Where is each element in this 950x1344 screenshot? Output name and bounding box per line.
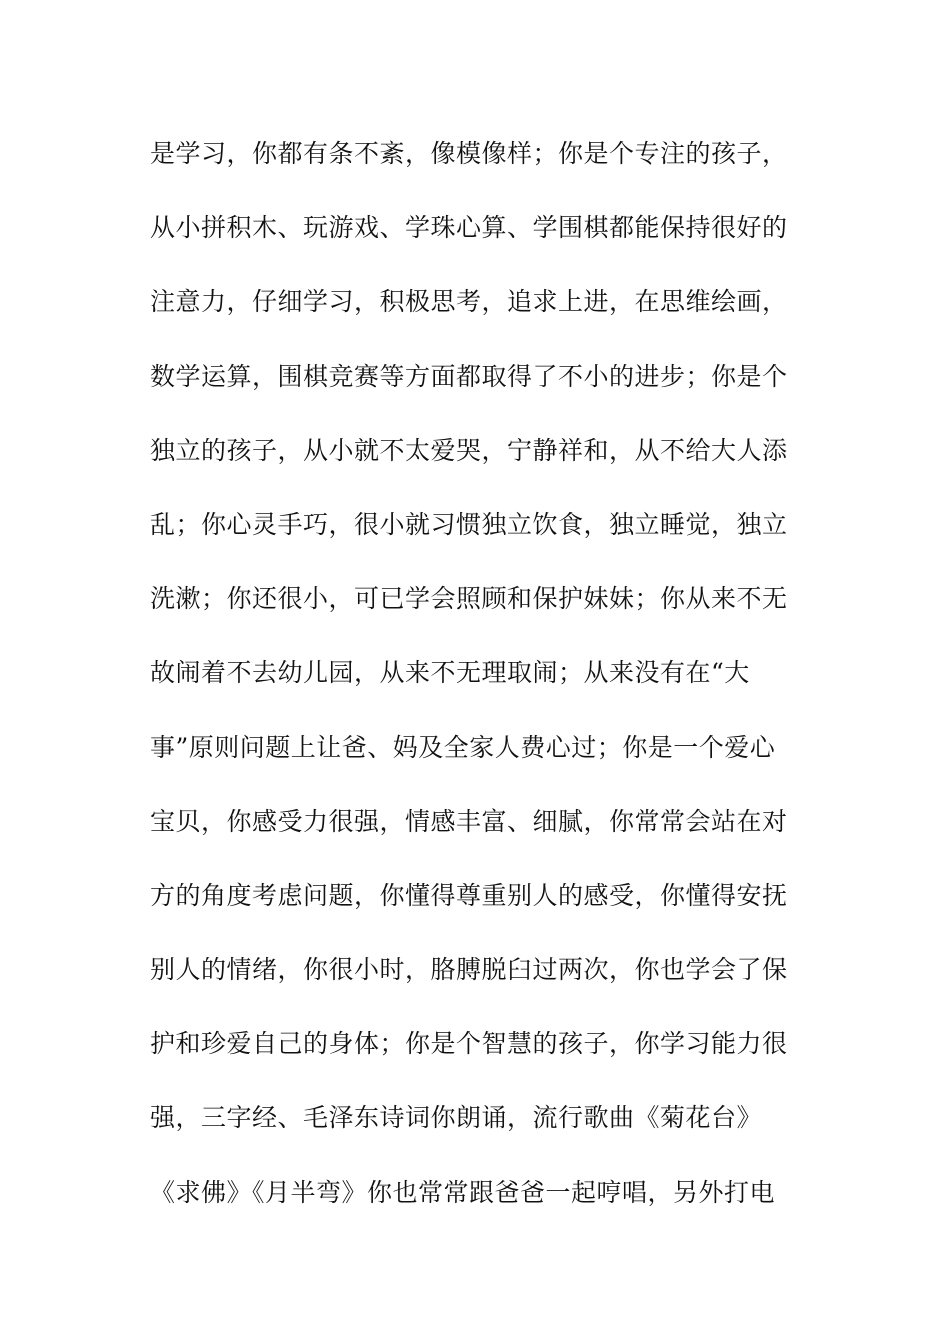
text-line: 洗漱；你还很小，可已学会照顾和保护妹妹；你从来不无 [150,584,788,614]
text-line: 故闹着不去幼儿园，从来不无理取闹；从来没有在“大 [150,658,750,688]
text-line: 独立的孩子，从小就不太爱哭，宁静祥和，从不给大人添 [150,435,788,465]
text-line: 别人的情绪，你很小时，胳膊脱臼过两次，你也学会了保 [150,955,788,985]
body-text [150,128,800,1241]
text-line: 事”原则问题上让爸、妈及全家人费心过；你是一个爱心 [150,732,776,762]
text-line: 乱；你心灵手巧，很小就习惯独立饮食，独立睡觉，独立 [150,509,788,539]
text-line: 宝贝，你感受力很强，情感丰富、细腻，你常常会站在对 [150,806,788,836]
text-line: 强，三字经、毛泽东诗词你朗诵，流行歌曲《菊花台》 [150,1103,763,1133]
text-line: 从小拼积木、玩游戏、学珠心算、学围棋都能保持很好的 [150,213,788,243]
text-line: 数学运算，围棋竞赛等方面都取得了不小的进步；你是个 [150,361,788,391]
text-line: 是学习，你都有条不紊，像模像样；你是个专注的孩子， [150,139,788,168]
text-line: 《求佛》《月半弯》你也常常跟爸爸一起哼唱，另外打电 [150,1177,776,1207]
text-line: 方的角度考虑问题，你懂得尊重别人的感受，你懂得安抚 [150,880,788,910]
text-line: 注意力，仔细学习，积极思考，追求上进，在思维绘画， [150,287,788,317]
text-line: 护和珍爱自己的身体；你是个智慧的孩子，你学习能力很 [150,1029,788,1059]
